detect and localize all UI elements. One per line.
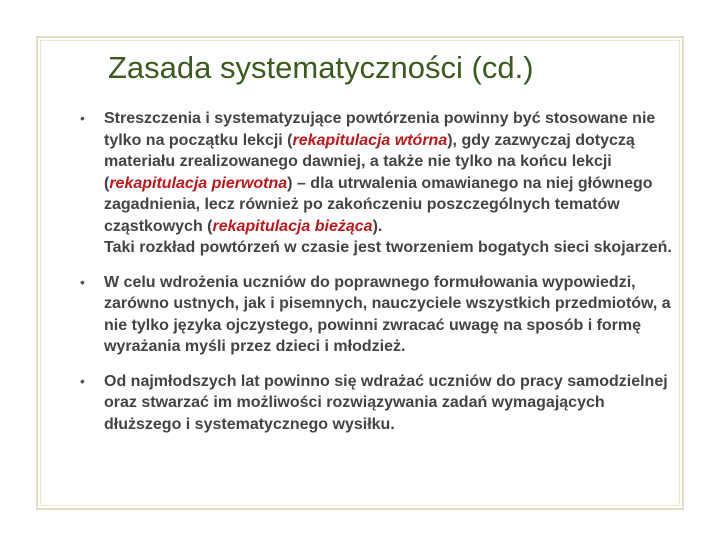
term-recap-secondary: rekapitulacja wtórna	[292, 131, 448, 149]
bullet-item-independent-work	[80, 371, 680, 436]
slide-title: Zasada systematyczności (cd.)	[108, 50, 534, 85]
bullet-dot: •	[80, 110, 85, 126]
bullet-text: W celu wdrożenia uczniów do poprawnego formułowania wypowiedzi, zarówno ustnych, jak i pisemnych, nauczyciele wszystkich przedmiotów, a nie tylko języka ojczystego, powinni zwracać uwagę na sposób i formę wyrażania myśli przez dzieci i młodzież.	[104, 273, 671, 355]
bullet-text: ) – dla utrwalenia omawianego na niej głównego zagadnienia, lecz również po zakończeniu poszczególnych tematów cząstkowych (	[104, 174, 653, 235]
bullet-dot: •	[80, 273, 85, 290]
bullet-text: Streszczenia i systematyzujące powtórzenia powinny być stosowane nie tylko na początku lekcji (	[104, 110, 656, 149]
bullet-item-recap	[80, 108, 680, 259]
bullet-dot: •	[80, 372, 85, 389]
term-recap-primary: rekapitulacja pierwotna	[109, 174, 288, 192]
bullet-text: Od najmłodszych lat powinno się wdrażać uczniów do pracy samodzielnej oraz stwarzać im możliwości rozwiązywania zadań wymagających dłuższego i systematycznego wysiłku.	[104, 372, 668, 433]
bullet-text: ).	[372, 217, 383, 235]
bullet-list	[80, 108, 680, 435]
bullet-text: ), gdy zazwyczaj dotyczą materiału zrealizowanego dawniej, a także nie tylko na końcu lekcji (	[104, 131, 635, 192]
bullet-note: Taki rozkład powtórzeń w czasie jest tworzeniem bogatych sieci skojarzeń.	[104, 239, 672, 256]
term-recap-current: rekapitulacja bieżąca	[212, 217, 373, 235]
bullet-item-expression	[80, 272, 680, 358]
